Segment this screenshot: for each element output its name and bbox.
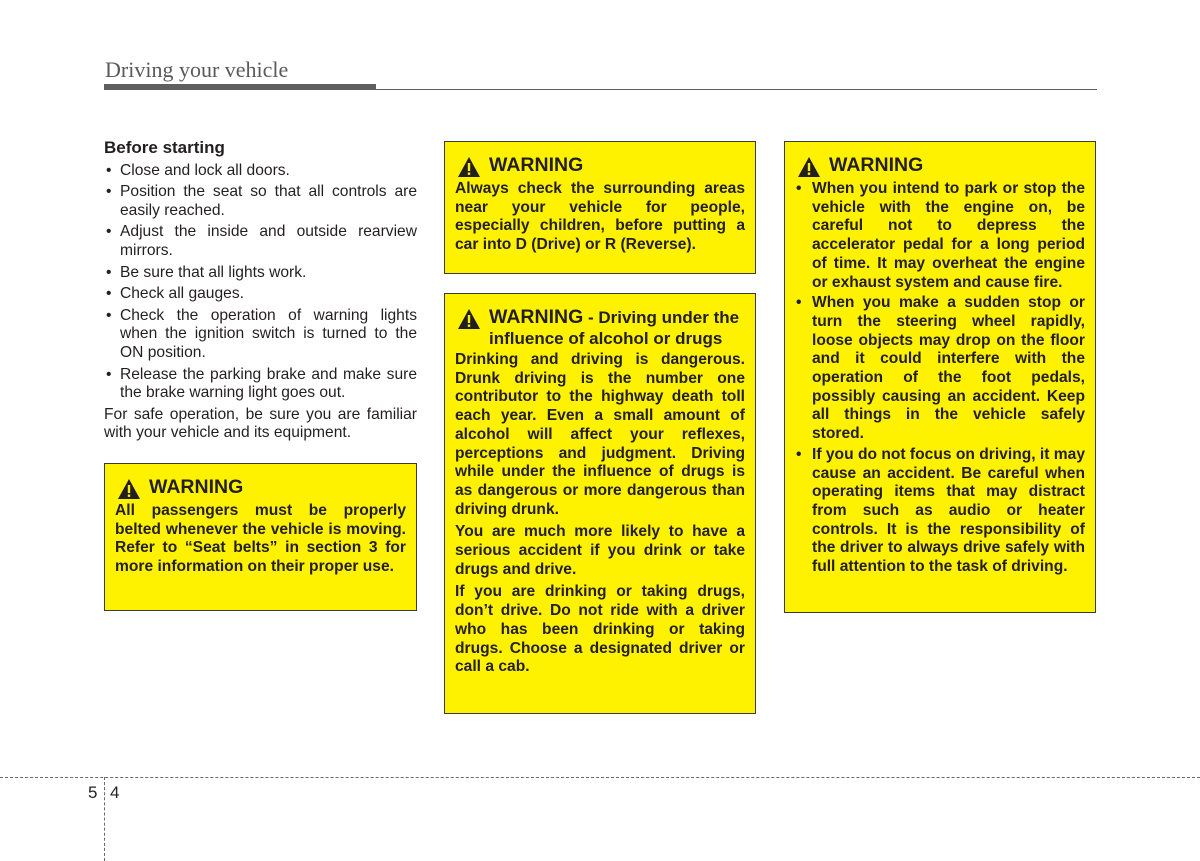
warning-paragraph: You are much more likely to have a serious accident if you drink or take drugs and drive. (455, 523, 745, 578)
warning-paragraph: If you are drinking or taking drugs, don’t drive. Do not ride with a driver who has been drinking or taking drugs. Choose a designated driver or call a cab. (455, 583, 745, 676)
footer-vertical-divider (104, 777, 105, 861)
warning-text: Always check the surrounding areas near your vehicle for people, especially children, before putting a car into D (Drive) or R (Reverse). (455, 180, 745, 254)
list-item: • Be sure that all lights work. (104, 264, 417, 283)
list-item: • Close and lock all doors. (104, 162, 417, 181)
chapter-number: 5 (88, 783, 98, 802)
warning-header (795, 155, 1085, 178)
warning-paragraph: Drinking and driving is dangerous. Drunk driving is the number one contributor to the highway death toll each year. Even a small amount of alcohol will affect your reflexes, perceptions and judgment. Driving while under the influence of drugs is as dangerous or more dangerous than driving drunk. (455, 351, 745, 518)
warning-header (115, 477, 406, 500)
section-title: Driving your vehicle (105, 57, 289, 82)
warning-triangle-icon (457, 156, 481, 178)
warning-title (489, 307, 745, 349)
list-item: • Release the parking brake and make sure the brake warning light goes out. (104, 366, 417, 403)
warning-box-seatbelts (104, 463, 417, 611)
before-starting-heading: Before starting (104, 138, 225, 157)
warning-subtitle: - Driving under the influence of alcohol or drugs (489, 308, 740, 348)
list-item: • Check the operation of warning lights when the ignition switch is turned to the ON position. (104, 307, 417, 363)
warning-header (455, 155, 745, 178)
warning-box-parking (784, 141, 1096, 613)
list-item: • When you intend to park or stop the vehicle with the engine on, be careful not to depress the accelerator pedal for a long period of time. It may overheat the engine or exhaust system and cause fire. (795, 180, 1085, 292)
list-item: • Position the seat so that all controls are easily reached. (104, 183, 417, 220)
list-item: • If you do not focus on driving, it may cause an accident. Be careful when operating items that may distract from such as audio or heater controls. It is the responsibility of the driver to always drive safely with full attention to the task of driving. (795, 446, 1085, 577)
warning-title: WARNING (149, 476, 244, 498)
warning-triangle-icon (797, 156, 821, 178)
list-item: • When you make a sudden stop or turn the steering wheel rapidly, loose objects may drop on the floor and it could interfere with the operation of the foot pedals, possibly causing an accident. Keep all things in the vehicle safely stored. (795, 294, 1085, 444)
warning-title: WARNING (829, 154, 924, 176)
warning-box-surroundings (444, 141, 756, 274)
list-item: • Adjust the inside and outside rearview mirrors. (104, 223, 417, 260)
warning-title: WARNING (489, 154, 584, 176)
before-starting-section (104, 139, 417, 443)
before-starting-list (104, 162, 417, 403)
before-starting-closing: For safe operation, be sure you are familiar with your vehicle and its equipment. (104, 405, 417, 442)
warning-header (455, 307, 745, 349)
warning-list (795, 180, 1085, 577)
warning-title-main: WARNING (489, 306, 584, 328)
warning-triangle-icon (117, 478, 141, 500)
header-rule-thin (104, 89, 1097, 90)
warning-triangle-icon (457, 308, 481, 330)
page-number: 4 (110, 783, 120, 802)
footer-divider (0, 777, 1200, 778)
warning-text: All passengers must be properly belted whenever the vehicle is moving. Refer to “Seat belts” in section 3 for more information on their proper use. (115, 502, 406, 576)
list-item: • Check all gauges. (104, 285, 417, 304)
warning-box-alcohol (444, 293, 756, 714)
